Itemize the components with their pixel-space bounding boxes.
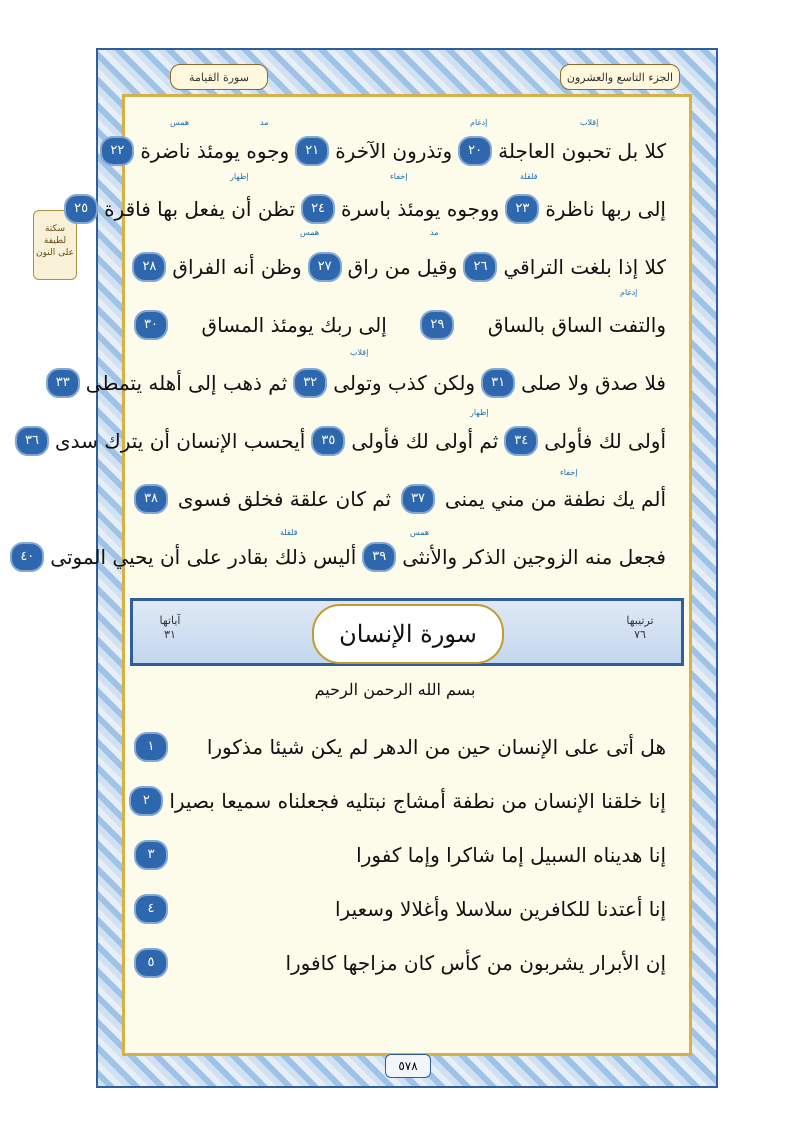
sajdah-note-line: لطيفة (43, 236, 67, 246)
verse-line (134, 484, 666, 524)
verse-number-marker: ٣٥ (311, 426, 345, 456)
verse-number-marker: ٢١ (295, 136, 329, 166)
verse-line (134, 310, 666, 350)
verse-text: كلا بل تحبون العاجلة (498, 139, 666, 163)
verse-text: أليس ذلك بقادر على أن يحيي الموتى (50, 545, 357, 569)
verse-number-marker: ٣ (134, 840, 168, 870)
verse-number-marker: ٣٧ (401, 484, 435, 514)
juz-label: الجزء التاسع والعشرون (560, 64, 680, 90)
verse-line (134, 948, 666, 988)
verse-text: إنا أعتدنا للكافرين سلاسلا وأغلالا وسعيرا (334, 897, 666, 921)
verse-number-marker: ٣٦ (15, 426, 49, 456)
verse-text: ألم يك نطفة من مني يمنى (444, 487, 666, 511)
verse-number-marker: ٢ (129, 786, 163, 816)
tajweed-tag: إخفاء (560, 468, 578, 477)
surah-order-info (610, 614, 670, 642)
verse-text: ثم أولى لك فأولى (351, 429, 499, 453)
tajweed-tag: همس (300, 228, 320, 237)
verse-number-marker: ٢٢ (100, 136, 134, 166)
verse-text: كلا إذا بلغت التراقي (503, 255, 666, 279)
verse-number-marker: ٣٢ (293, 368, 327, 398)
verse-text: إنا خلقنا الإنسان من نطفة أمشاج نبتليه فجعلناه سميعا بصيرا (169, 789, 666, 813)
verse-number-marker: ٣٨ (134, 484, 168, 514)
bismillah: بسم الله الرحمن الرحيم (314, 680, 476, 699)
surah-label: سورة القيامة (170, 64, 268, 90)
tajweed-tag: إخفاء (390, 172, 408, 181)
verse-text: إلى ربها ناظرة (545, 197, 666, 221)
verse-line (134, 786, 666, 826)
tajweed-tag: قلقلة (520, 172, 538, 181)
verse-number-marker: ٢٩ (420, 310, 454, 340)
verse-text: إن الأبرار يشربون من كأس كان مزاجها كافورا (285, 951, 666, 975)
verse-text: إنا هديناه السبيل إما شاكرا وإما كفورا (356, 843, 666, 867)
verse-text: وظن أنه الفراق (172, 255, 302, 279)
verse-line (74, 194, 666, 234)
verse-number-marker: ٢٣ (505, 194, 539, 224)
tajweed-tag: إظهار (230, 172, 249, 181)
verse-line (134, 840, 666, 880)
verse-number-marker: ٢٧ (308, 252, 342, 282)
tajweed-tag: مد (260, 118, 269, 127)
tajweed-tag: إدغام (470, 118, 488, 127)
verse-line (134, 894, 666, 934)
verse-number-marker: ٢٠ (458, 136, 492, 166)
verse-number-marker: ٣٤ (504, 426, 538, 456)
verse-text: ثم كان علقة فخلق فسوى (177, 487, 392, 511)
verse-text: ثم ذهب إلى أهله يتمطى (85, 371, 288, 395)
order-label: ترتيبها (626, 614, 654, 627)
surah-ayat-info (140, 614, 200, 642)
tajweed-tag: همس (410, 528, 430, 537)
verse-text: تظن أن يفعل بها فاقرة (104, 197, 296, 221)
verse-text: هل أتى على الإنسان حين من الدهر لم يكن شيئا مذكورا (206, 735, 666, 759)
verse-text: وتذرون الآخرة (335, 139, 453, 163)
ayat-value: ٣١ (164, 628, 176, 641)
verse-line (110, 136, 666, 176)
ayat-label: آياتها (159, 614, 181, 627)
tajweed-tag: إظهار (470, 408, 489, 417)
verse-number-marker: ٤ (134, 894, 168, 924)
verse-number-marker: ٢٨ (132, 252, 166, 282)
tajweed-tag: إقلاب (580, 118, 599, 127)
verse-number-marker: ٢٥ (64, 194, 98, 224)
sajdah-note-line: سكتة (44, 224, 66, 234)
verse-text: وقيل من راق (347, 255, 458, 279)
verse-number-marker: ٣٠ (134, 310, 168, 340)
verse-number-marker: ٢٤ (301, 194, 335, 224)
tajweed-tag: إقلاب (350, 348, 369, 357)
verse-text: أولى لك فأولى (544, 429, 666, 453)
page-number: ٥٧٨ (385, 1054, 431, 1078)
tajweed-tag: همس (170, 118, 190, 127)
verse-text: فلا صدق ولا صلى (521, 371, 666, 395)
verse-number-marker: ٤٠ (10, 542, 44, 572)
verse-text: ووجوه يومئذ باسرة (341, 197, 500, 221)
tajweed-tag: إدغام (620, 288, 638, 297)
verse-text: وجوه يومئذ ناضرة (140, 139, 290, 163)
verse-text: فجعل منه الزوجين الذكر والأنثى (402, 545, 666, 569)
tajweed-tag: قلقلة (280, 528, 298, 537)
verse-number-marker: ٣٣ (46, 368, 80, 398)
verse-number-marker: ٣١ (481, 368, 515, 398)
verse-text: أيحسب الإنسان أن يترك سدى (54, 429, 306, 453)
verse-line (20, 542, 666, 582)
verse-line (134, 732, 666, 772)
verse-line (24, 426, 666, 466)
verse-text: والتفت الساق بالساق (487, 313, 666, 337)
verse-number-marker: ٢٦ (463, 252, 497, 282)
verse-number-marker: ١ (134, 732, 168, 762)
verse-line (55, 368, 666, 408)
verse-text: ولكن كذب وتولى (333, 371, 476, 395)
sajdah-note-line: على النون (36, 248, 74, 258)
verse-number-marker: ٣٩ (362, 542, 396, 572)
order-value: ٧٦ (634, 628, 646, 641)
verse-line (134, 252, 666, 292)
verse-number-marker: ٥ (134, 948, 168, 978)
verse-text: إلى ربك يومئذ المساق (201, 313, 387, 337)
tajweed-tag: مد (430, 228, 439, 237)
surah-title: سورة الإنسان (312, 604, 504, 664)
